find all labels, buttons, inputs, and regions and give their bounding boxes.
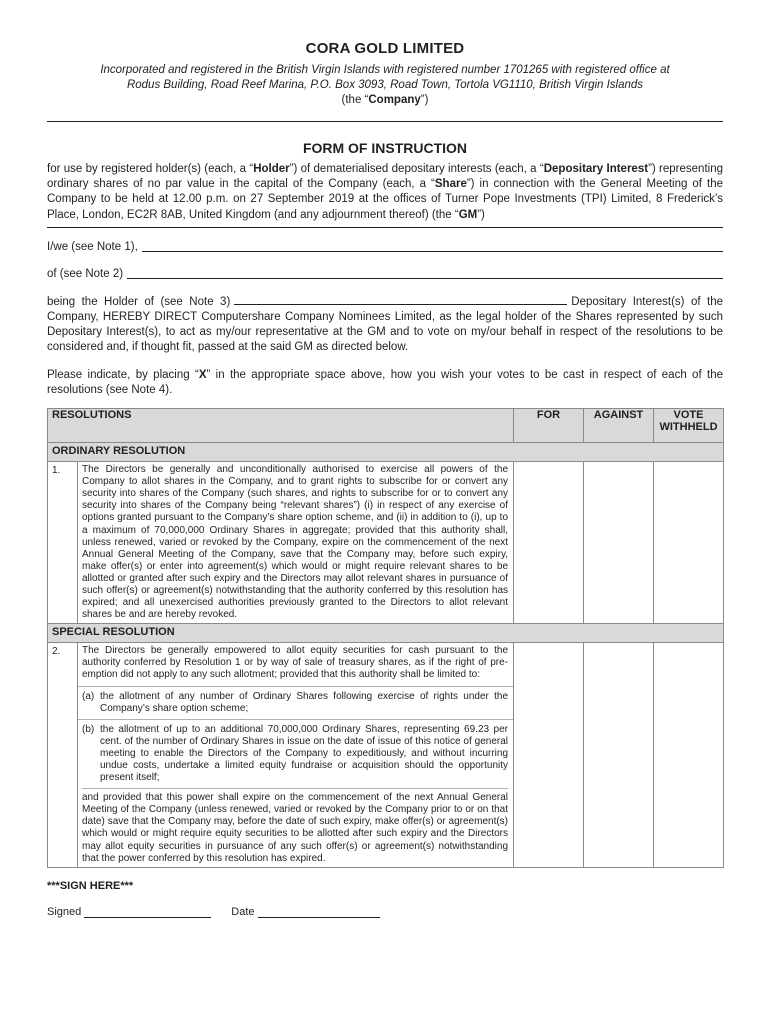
date-field[interactable]	[258, 907, 380, 918]
resolution-2-item-b: (b) the allotment of up to an additional 70,000,000 Ordinary Shares, representing 69.23 per cent. of the number of Ordinary Shares in issue on the date of issue of this notice of general meeting to enable the Directors of the Company to expeditiously, and without incurring undue costs, undertake a limited equity fundraise or acquisition should the opportunity present itself;	[82, 723, 509, 784]
signature-row	[47, 906, 723, 918]
resolution-2-against-box[interactable]	[584, 643, 654, 868]
depositary-interests-count-field[interactable]	[234, 294, 567, 305]
company-name: CORA GOLD LIMITED	[305, 40, 465, 57]
date-label: Date	[231, 905, 255, 918]
signature-field[interactable]	[84, 907, 211, 918]
incorporation-line-2: Rodus Building, Road Reef Marina, P.O. Box 3093, Road Town, Tortola VG1110, British Virgin Islands	[126, 79, 644, 91]
special-resolution-heading: SPECIAL RESOLUTION	[48, 624, 724, 643]
resolution-1-for-box[interactable]	[514, 462, 584, 624]
resolution-2-number: 2.	[48, 643, 78, 868]
table-header-row	[48, 409, 724, 443]
against-header: AGAINST	[584, 409, 654, 443]
holder-address-row	[47, 267, 723, 282]
resolution-2-item-a: (a) the allotment of any number of Ordinary Shares following exercise of rights under the Company’s share option scheme;	[82, 690, 509, 714]
sub-divider	[78, 686, 513, 687]
form-title: FORM OF INSTRUCTION	[302, 140, 468, 156]
sub-divider	[78, 719, 513, 720]
resolutions-header: RESOLUTIONS	[48, 409, 514, 443]
resolutions-table	[47, 408, 724, 868]
incorporation-line-1: Incorporated and registered in the British Virgin Islands with registered number 1701265 with registered office at	[100, 64, 670, 76]
header-divider	[47, 121, 723, 122]
resolution-2-closing: and provided that this power shall expire on the commencement of the next Annual General Meeting of the Company (unless renewed, varied or revoked by the Company prior to or on that date) save that the Company may, before the date of such expiry, make offer(s) or agreement(s) which would or might require equity securities to be allotted after such expiry and the Directors may allot equity securities in pursuance of any such offer(s) or agreement(s) notwithstanding that the power conferred by this resolution has expired.	[82, 788, 508, 865]
for-header: FOR	[514, 409, 584, 443]
holder-name-label: I/we (see Note 1),	[47, 240, 138, 253]
special-resolution-heading-row	[48, 624, 724, 643]
sign-here-label: ***SIGN HERE***	[47, 879, 134, 892]
resolution-2-withheld-box[interactable]	[654, 643, 724, 868]
ordinary-resolution-heading-row	[48, 443, 724, 462]
intro-divider	[47, 227, 723, 228]
resolution-1-row	[48, 462, 724, 624]
holder-address-field[interactable]	[127, 267, 723, 279]
resolution-1-text: The Directors be generally and unconditionally authorised to exercise all powers of the Company to allot shares in the Company, and to grant rights to subscribe for or convert any security into shares of the Company (such shares, and rights to subscribe for or to convert any security into shares of the Company being “relevant shares”) (i) in respect of any exercise of options granted pursuant to the Company’s share option scheme, and (ii) in addition to (i), up to a maximum of 70,000,000 Ordinary Shares in aggregate; provided that this authority shall, unless renewed, varied or revoked by the Company, expire on the commencement of the next Annual General Meeting of the Company, save that the Company may, before such expiry, make offer(s) or enter into agreement(s) which would or might require relevant shares to be allotted or granted after such expiry and the Directors may allot relevant shares in pursuance of such offer(s) or agreement(s) notwithstanding that the authority conferred by this resolution has expired; and all unexercised authorities previously granted to the Directors to allot relevant shares be and are hereby revoked.	[78, 462, 514, 624]
resolution-2-text	[78, 643, 514, 868]
ordinary-resolution-heading: ORDINARY RESOLUTION	[48, 443, 724, 462]
signed-label: Signed	[47, 905, 82, 918]
resolution-1-against-box[interactable]	[584, 462, 654, 624]
holder-name-field[interactable]	[142, 240, 723, 252]
holder-name-row	[47, 240, 723, 255]
resolution-2-for-box[interactable]	[514, 643, 584, 868]
form-intro: for use by registered holder(s) (each, a “Holder”) of dematerialised depositary interests (each, a “Depositary Interest”) representing ordinary shares of no par value in the capital of the Company (each, a “Share”) in connection with the General Meeting of the Company to be held at 12.00 p.m. on 27 September 2019 at the offices of Turner Pope Investments (TPI) Limited, 8 Frederick’s Place, London, EC2R 8AB, United Kingdom (and any adjournment thereof) (the “GM”)	[47, 163, 724, 221]
voting-instructions: Please indicate, by placing “X” in the appropriate space above, how you wish your votes to be cast in respect of each of the resolutions (see Note 4).	[47, 368, 723, 396]
vote-withheld-header: VOTE WITHHELD	[654, 409, 724, 443]
resolution-1-withheld-box[interactable]	[654, 462, 724, 624]
holder-direction-paragraph: being the Holder of (see Note 3) Depositary Interest(s) of the Company, HEREBY DIRECT Computershare Company Nominees Limited, as the legal holder of the Shares represented by such Depositary Interest(s), to act as my/our representative at the GM and to vote on my/our behalf in respect of the resolutions to be considered and, if thought fit, passed at the said GM as directed below.	[47, 295, 723, 354]
resolution-1-number: 1.	[48, 462, 78, 624]
resolution-2-row	[48, 643, 724, 868]
company-definition: (the “Company”)	[341, 94, 429, 106]
holder-address-label: of (see Note 2)	[47, 267, 124, 280]
resolution-2-intro: The Directors be generally empowered to allot equity securities for cash pursuant to the authority conferred by Resolution 1 or by way of sale of treasury shares, as if the right of pre-emption did not apply to any such allotment; provided that this authority shall be limited to:	[82, 645, 509, 681]
form-page	[47, 40, 723, 918]
